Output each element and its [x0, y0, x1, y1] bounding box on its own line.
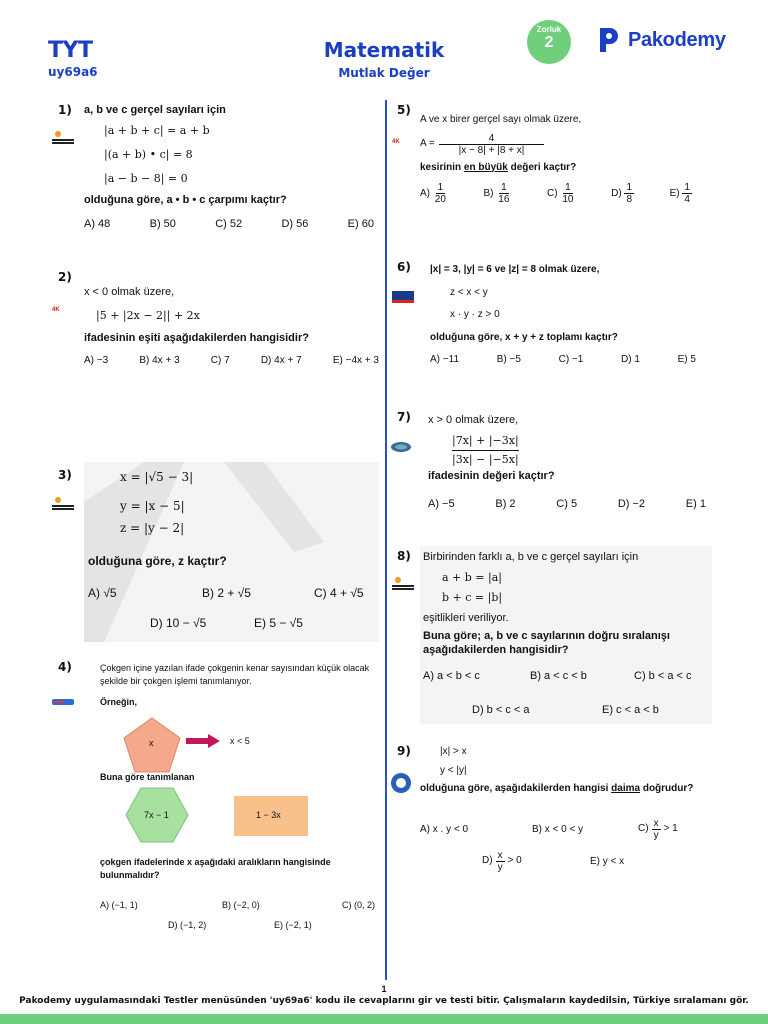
q7-intro: x > 0 olmak üzere, [428, 414, 519, 426]
q2-option-a[interactable]: A) −3 [84, 355, 109, 367]
q3-eq1: x = |√5 − 3| [120, 470, 194, 484]
page-number: 1 [381, 984, 387, 994]
q3-option-e[interactable]: E) 5 − √5 [254, 616, 303, 630]
q4-option-e[interactable]: E) (−2, 1) [274, 920, 312, 930]
header-left [48, 38, 98, 79]
q6-eq2: x · y · z > 0 [450, 309, 500, 320]
q1-options [84, 218, 374, 232]
brand-logo [592, 24, 726, 56]
q2-options [84, 355, 379, 368]
q6-option-c[interactable]: C) −1 [558, 354, 584, 365]
q1-source-logo [52, 130, 72, 144]
q5-fraction-num: 4 [439, 133, 545, 145]
q7-fraction [452, 434, 519, 467]
q5-option-c[interactable]: C) $\frac{1}{10}$ [547, 182, 574, 205]
footer-bar [0, 1014, 768, 1024]
q6-number: 6) [397, 260, 411, 274]
q7-option-d[interactable]: D) −2 [617, 498, 646, 510]
q9-option-a[interactable]: A) x . y < 0 [420, 824, 469, 835]
q6-eq1: z < x < y [450, 286, 488, 298]
q1-eq2: |(a + b) • c| = 8 [104, 147, 193, 161]
publisher-logo-icon [52, 697, 74, 707]
hexagon-label: 7x − 1 [144, 810, 169, 820]
q5-fraction [439, 133, 545, 156]
q8-ask: Buna göre; a, b ve c sayılarının doğru sıralanışı aşağıdakilerden hangisidir? [423, 630, 670, 656]
q9-option-c[interactable]: C) $\frac{x}{y}$ > 1 [638, 818, 678, 841]
q6-option-d[interactable]: D) 1 [621, 354, 640, 365]
question-8 [420, 546, 712, 724]
q5-intro: A ve x birer gerçel sayı olmak üzere, [420, 114, 582, 125]
4k-logo-icon: 4K [52, 307, 60, 313]
q8-eq1: a + b = |a| [442, 571, 502, 584]
q7-option-a[interactable]: A) −5 [428, 498, 455, 510]
q9-eq2: y < |y| [440, 764, 467, 776]
q3-option-b[interactable]: B) 2 + √5 [202, 586, 251, 600]
q1-option-a[interactable]: A) 48 [84, 217, 111, 230]
subject-title: Matematik [323, 38, 445, 62]
q2-option-c[interactable]: C) 7 [210, 355, 230, 367]
question-9 [420, 746, 715, 876]
q1-eq1: |a + b + c| = a + b [104, 123, 210, 137]
q4-option-d[interactable]: D) (−1, 2) [168, 920, 207, 930]
q9-ask [420, 783, 710, 796]
q7-options [428, 498, 706, 512]
q5-ask [420, 162, 720, 175]
q2-number: 2) [58, 270, 72, 284]
exam-title: TYT [48, 38, 93, 63]
q9-number: 9) [397, 744, 411, 758]
q9-source-logo [390, 772, 412, 794]
pentagon-label: x [149, 738, 154, 748]
q8-option-d[interactable]: D) b < c < a [472, 704, 530, 716]
q1-option-b[interactable]: B) 50 [149, 217, 176, 230]
q4-option-a[interactable]: A) (−1, 1) [100, 900, 138, 910]
q5-option-d[interactable]: D) $\frac{1}{8}$ [611, 182, 633, 205]
q1-option-c[interactable]: C) 52 [215, 217, 243, 230]
q3-ask: olduğuna göre, z kaçtır? [88, 554, 227, 568]
q8-option-e[interactable]: E) c < a < b [602, 704, 659, 716]
4k-logo-icon: 4K [392, 139, 400, 145]
publisher-logo-icon [390, 772, 412, 794]
q1-eq3: |a − b − 8| = 0 [104, 171, 188, 185]
q4-source-logo [52, 694, 72, 708]
aci-logo-icon [392, 291, 414, 303]
q8-option-c[interactable]: C) b < a < c [634, 670, 692, 682]
question-1 [84, 104, 374, 242]
arrow-right-icon [186, 734, 220, 748]
cozum-logo-icon [52, 130, 74, 146]
difficulty-value: 2 [544, 34, 554, 51]
q9-ask-underlined: daima [611, 783, 641, 794]
q1-number: 1) [58, 103, 72, 117]
q4-option-c[interactable]: C) (0, 2) [342, 900, 376, 910]
q9-ask-pre: olduğuna göre, aşağıdakilerden hangisi [420, 783, 612, 794]
q6-option-a[interactable]: A) −11 [430, 354, 459, 365]
q1-option-d[interactable]: D) 56 [281, 217, 309, 230]
q2-source-logo [52, 298, 72, 312]
q8-option-a[interactable]: A) a < b < c [423, 670, 480, 682]
q2-option-b[interactable]: B) 4x + 3 [139, 355, 180, 367]
q1-ask: olduğuna göre, a • b • c çarpımı kaçtır? [84, 193, 287, 206]
topic-title: Mutlak Değer [338, 66, 430, 80]
q4-intro: Çokgen içine yazılan ifade çokgenin kenar sayısından küçük olacak şekilde bir çokgen işlemi tanımlanıyor. [100, 663, 370, 686]
q3-option-c[interactable]: C) 4 + √5 [314, 586, 364, 600]
q3-option-d[interactable]: D) 10 − √5 [150, 616, 207, 630]
q7-fraction-num: |7x| + |−3x| [452, 434, 519, 451]
publisher-logo-icon [390, 441, 412, 453]
q3-number: 3) [58, 468, 72, 482]
question-6 [420, 264, 710, 384]
q1-intro: a, b ve c gerçel sayıları için [84, 104, 226, 116]
q5-options [420, 182, 692, 205]
q9-option-d[interactable]: D) $\frac{x}{y}$ > 0 [482, 850, 522, 873]
q7-option-e[interactable]: E) 1 [685, 498, 706, 510]
question-7 [420, 414, 720, 524]
q4-then: Buna göre tanımlanan [100, 772, 195, 782]
q9-ask-post: doğrudur? [640, 783, 694, 794]
q3-option-a[interactable]: A) √5 [88, 586, 117, 600]
q6-source-logo [392, 290, 412, 304]
q8-source-logo [392, 576, 412, 590]
q8-eq2: b + c = |b| [442, 591, 503, 604]
q6-option-e[interactable]: E) 5 [677, 354, 696, 365]
q2-intro: x < 0 olmak üzere, [84, 286, 175, 298]
q6-options [430, 354, 696, 367]
difficulty-label: Zorluk [536, 25, 562, 34]
question-2 [84, 286, 379, 368]
q3-eq2: y = |x − 5| [120, 499, 185, 513]
q5-option-e[interactable]: E) $\frac{1}{4}$ [669, 182, 690, 205]
q5-option-b[interactable]: B) $\frac{1}{16}$ [483, 182, 510, 205]
q2-expr: |5 + |2x − 2|| + 2x [96, 308, 200, 322]
pakodemy-logo-icon [592, 24, 624, 56]
q4-number: 4) [58, 660, 72, 674]
question-5 [420, 114, 720, 205]
test-code: uy69a6 [48, 65, 98, 79]
q4-ask: çokgen ifadelerinde x aşağıdaki aralıkların hangisinde bulunmalıdır? [100, 857, 331, 880]
q1-option-e[interactable]: E) 60 [347, 217, 374, 230]
q9-eq1: |x| > x [440, 746, 467, 757]
q6-ask: olduğuna göre, x + y + z toplamı kaçtır? [430, 331, 618, 343]
cozum-logo-icon [52, 496, 74, 512]
q5-fraction-den: |x − 8| + |8 + x| [458, 144, 525, 156]
q6-option-b[interactable]: B) −5 [496, 354, 521, 365]
q7-fraction-den: |3x| − |−5x| [452, 452, 519, 466]
q8-number: 8) [397, 549, 411, 563]
q3-source-logo [52, 496, 72, 510]
q5-option-a[interactable]: A) $\frac{1}{20}$ [420, 182, 446, 205]
difficulty-badge [527, 20, 571, 64]
question-4 [100, 662, 382, 942]
cozum-logo-icon [392, 576, 414, 592]
q9-option-b[interactable]: B) x < 0 < y [532, 824, 584, 835]
brand-name: Pakodemy [628, 28, 726, 51]
q6-intro: |x| = 3, |y| = 6 ve |z| = 8 olmak üzere, [430, 264, 600, 275]
q7-option-b[interactable]: B) 2 [495, 498, 516, 510]
q9-option-e[interactable]: E) y < x [590, 856, 625, 867]
q5-source-logo [392, 130, 412, 144]
q3-eq3: z = |y − 2| [120, 521, 185, 535]
q8-eq3: eşitlikleri veriliyor. [423, 612, 509, 624]
question-3 [84, 462, 379, 642]
q2-option-d[interactable]: D) 4x + 7 [260, 355, 302, 367]
q7-number: 7) [397, 410, 411, 424]
q4-example: Örneğin, [100, 697, 138, 708]
q4-option-b[interactable]: B) (−2, 0) [222, 900, 260, 910]
q5-ask-pre: kesirinin [420, 161, 464, 173]
q8-option-b[interactable]: B) a < c < b [530, 670, 587, 682]
footer-text: Pakodemy uygulamasındaki Testler menüsünden 'uy69a6' kodu ile cevaplarını gir ve testi bitir. Çalışmaların kaydedilsin, Türkiye sıralamanı gör. [19, 996, 749, 1006]
q8-intro: Birbirinden farklı a, b ve c gerçel sayıları için [423, 551, 639, 563]
q2-option-e[interactable]: E) −4x + 3 [332, 355, 379, 367]
q5-a-lhs: A = [420, 137, 435, 149]
column-divider [385, 100, 387, 980]
q5-number: 5) [397, 103, 411, 117]
header-center [300, 38, 468, 80]
q7-option-c[interactable]: C) 5 [556, 498, 578, 510]
q7-source-logo [390, 440, 410, 454]
q2-ask: ifadesinin eşiti aşağıdakilerden hangisidir? [84, 331, 309, 344]
q7-ask: ifadesinin değeri kaçtır? [428, 470, 555, 483]
q5-ask-underlined: en büyük [463, 161, 508, 173]
q5-ask-post: değeri kaçtır? [507, 161, 577, 173]
arrow-result: x < 5 [230, 736, 250, 746]
rectangle-label: 1 − 3x [256, 810, 281, 820]
